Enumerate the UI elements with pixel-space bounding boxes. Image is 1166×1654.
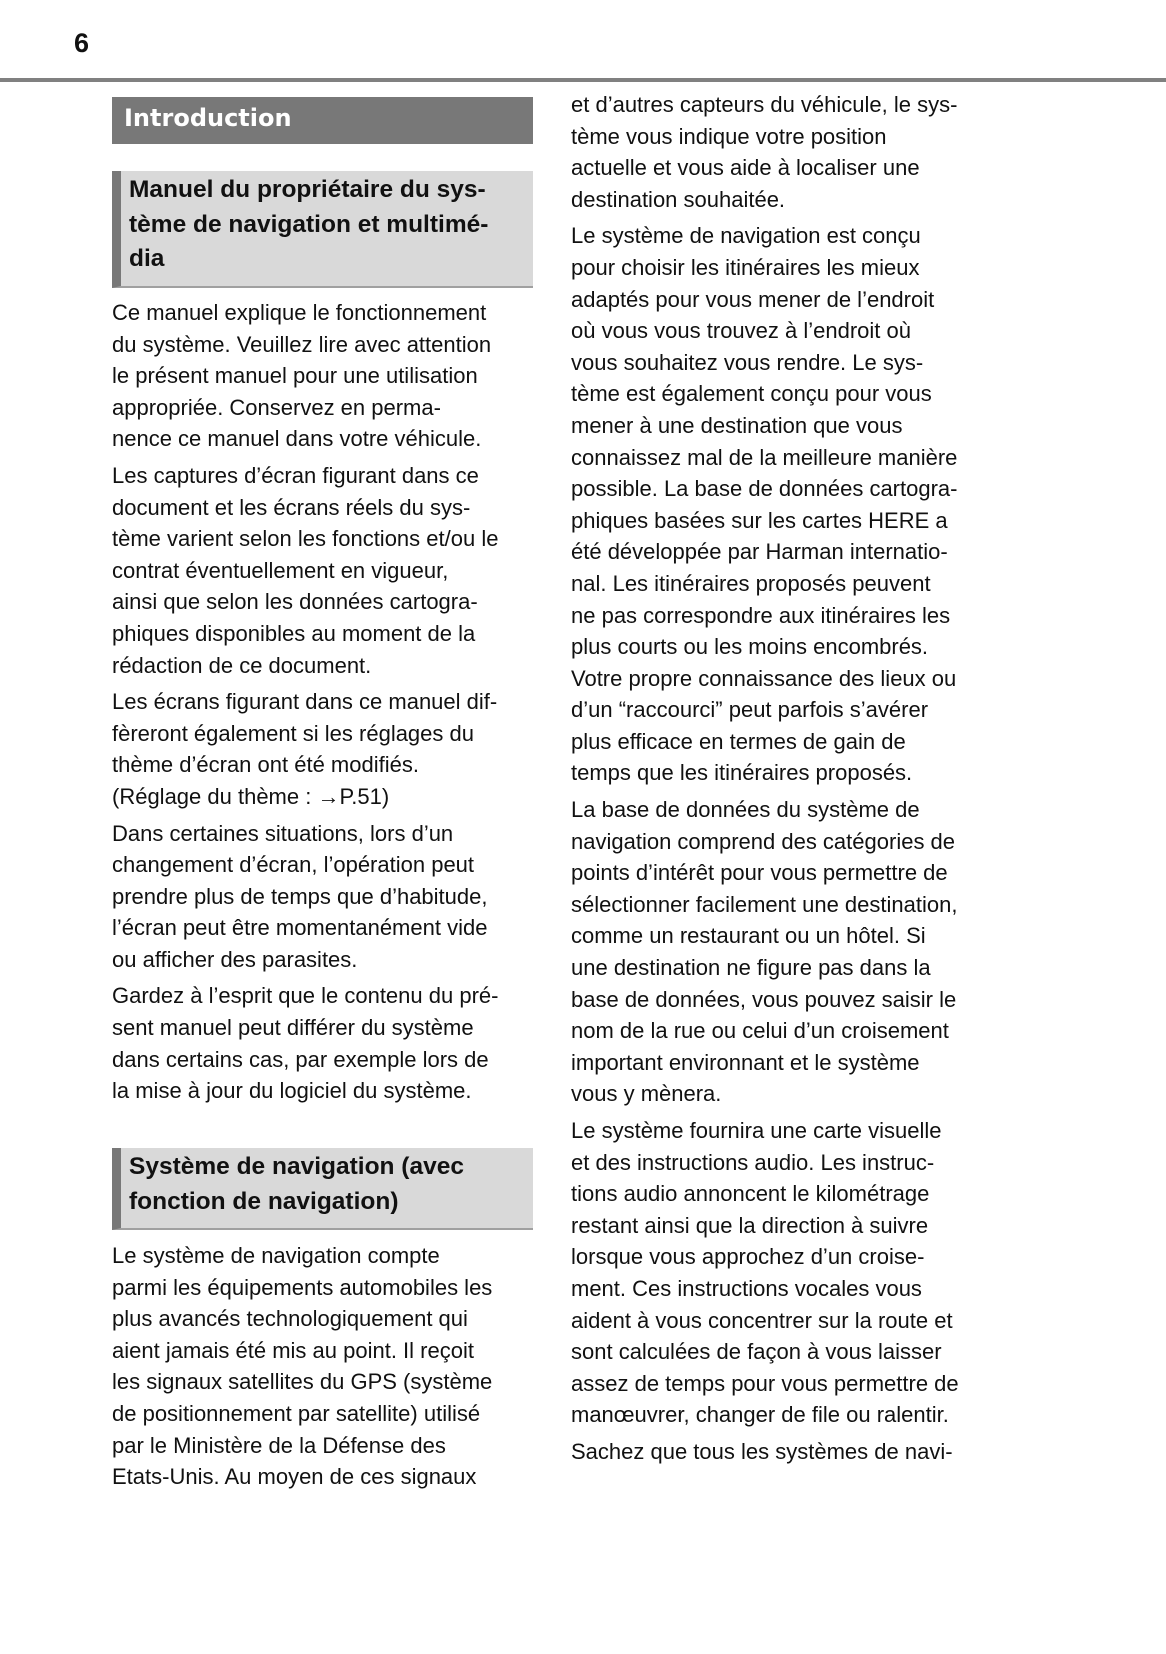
heading-line: Manuel du propriétaire du sys-: [129, 176, 486, 203]
text-line: nence ce manuel dans votre véhicule.: [112, 426, 482, 452]
text-line: navigation comprend des catégories de: [571, 828, 956, 854]
text-line: fèreront également si les réglages du: [112, 720, 474, 746]
text-line: ainsi que selon les données cartogra-: [112, 589, 478, 615]
text-line: thème d’écran ont été modifiés.: [112, 752, 419, 778]
text-line: points d’intérêt pour vous permettre de: [571, 860, 948, 886]
text-line: pour choisir les itinéraires les mieux: [571, 254, 920, 280]
text-line: Le système de navigation compte: [112, 1243, 440, 1268]
text-line: (Réglage du thème : →P.51): [112, 783, 390, 809]
text-line: parmi les équipements automobiles les: [112, 1274, 493, 1300]
text-line: connaissez mal de la meilleure manière: [571, 444, 958, 470]
text-line: où vous vous trouvez à l’endroit où: [571, 318, 911, 344]
text-line: et des instructions audio. Les instruc-: [571, 1149, 935, 1175]
text-line: mener à une destination que vous: [571, 412, 903, 438]
paragraph: [112, 1240, 542, 1493]
text-line: prendre plus de temps que d’habitude,: [112, 883, 488, 909]
text-line: par le Ministère de la Défense des: [112, 1432, 446, 1458]
text-line: sont calculées de façon à vous laisser: [571, 1339, 942, 1365]
text-line: l’écran peut être momentanément vide: [112, 915, 488, 941]
paragraph: [571, 89, 1001, 215]
text-line: Les captures d’écran figurant dans ce: [112, 462, 479, 488]
text-line: d’un “raccourci” peut parfois s’avérer: [571, 697, 929, 723]
text-line: été développée par Harman internatio-: [571, 539, 948, 565]
text-line: manœuvrer, changer de file ou ralentir.: [571, 1402, 949, 1428]
text-line: tème est également conçu pour vous: [571, 381, 932, 407]
paragraph: [571, 794, 1001, 1110]
text-line: les signaux satellites du GPS (système: [112, 1369, 493, 1395]
text-line: plus courts ou les moins encombrés.: [571, 634, 929, 660]
heading-owners-manual: [112, 171, 533, 288]
text-line: phiques disponibles au moment de la: [112, 620, 476, 646]
text-line: actuelle et vous aide à localiser une: [571, 155, 920, 181]
text-line: nom de la rue ou celui d’un croisement: [571, 1018, 949, 1044]
text-line: tème vous indique votre position: [571, 123, 887, 149]
text-line: adaptés pour vous mener de l’endroit: [571, 286, 935, 312]
text-line: Le système fournira une carte visuelle: [571, 1118, 942, 1143]
text-line: aident à vous concentrer sur la route et: [571, 1307, 953, 1333]
text-line: Etats-Unis. Au moyen de ces signaux: [112, 1464, 477, 1490]
text-line: rédaction de ce document.: [112, 652, 372, 678]
text-line: possible. La base de données cartogra-: [571, 476, 958, 502]
text-line: changement d’écran, l’opération peut: [112, 852, 475, 878]
text-line: et d’autres capteurs du véhicule, le sys-: [571, 92, 958, 117]
text-line: temps que les itinéraires proposés.: [571, 760, 913, 786]
text-line: base de données, vous pouvez saisir le: [571, 986, 957, 1012]
text-line: aient jamais été mis au point. Il reçoit: [112, 1337, 474, 1363]
text-line: sent manuel peut différer du système: [112, 1015, 474, 1041]
paragraph: [571, 1115, 1001, 1431]
paragraph: [571, 1436, 1001, 1468]
text-line: comme un restaurant ou un hôtel. Si: [571, 923, 926, 949]
header-rule: [0, 78, 1166, 82]
paragraph: [571, 220, 1001, 789]
text-line: plus avancés technologiquement qui: [112, 1306, 468, 1332]
text-line: ment. Ces instructions vocales vous: [571, 1275, 922, 1301]
text-line: lorsque vous approchez d’un croise-: [571, 1244, 925, 1270]
section-title-bar: Introduction: [112, 97, 533, 144]
text-line: vous y mènera.: [571, 1081, 722, 1107]
text-line: phiques basées sur les cartes HERE a: [571, 507, 948, 533]
text-line: important environnant et le système: [571, 1049, 920, 1075]
text-line: restant ainsi que la direction à suivre: [571, 1212, 929, 1238]
right-column-text: [571, 89, 1001, 1473]
text-line: Sachez que tous les systèmes de navi-: [571, 1438, 953, 1464]
text-line: une destination ne figure pas dans la: [571, 955, 931, 981]
text-line: nal. Les itinéraires proposés peuvent: [571, 570, 931, 596]
text-line: ne pas correspondre aux itinéraires les: [571, 602, 951, 628]
left-column-text-1: [112, 297, 542, 1112]
text-line: plus efficace en termes de gain de: [571, 728, 906, 754]
text-line: Ce manuel explique le fonctionnement: [112, 300, 487, 325]
text-line: dans certains cas, par exemple lors de: [112, 1046, 489, 1072]
text-line: destination souhaitée.: [571, 186, 786, 212]
text-line: Dans certaines situations, lors d’un: [112, 820, 454, 846]
text-line: de positionnement par satellite) utilisé: [112, 1400, 481, 1426]
text-line: La base de données du système de: [571, 797, 920, 823]
text-line: tème varient selon les fonctions et/ou le: [112, 526, 499, 552]
text-line: Votre propre connaissance des lieux ou: [571, 665, 957, 691]
text-line: vous souhaitez vous rendre. Le sys-: [571, 349, 924, 375]
heading-navigation-system: [112, 1148, 533, 1230]
heading-line: fonction de navigation): [129, 1187, 399, 1215]
text-line: appropriée. Conservez en perma-: [112, 394, 441, 420]
text-line: Le système de navigation est conçu: [571, 223, 921, 249]
left-column-text-2: [112, 1240, 542, 1498]
text-line: document et les écrans réels du sys-: [112, 494, 471, 520]
text-line: sélectionner facilement une destination,: [571, 891, 958, 917]
heading-line: Système de navigation (avec: [129, 1153, 464, 1180]
text-line: Gardez à l’esprit que le contenu du pré-: [112, 983, 499, 1009]
text-line: la mise à jour du logiciel du système.: [112, 1078, 472, 1104]
paragraph: [112, 686, 542, 812]
heading-line: tème de navigation et multimé-: [129, 210, 489, 238]
paragraph: [112, 980, 542, 1106]
paragraph: [112, 297, 542, 455]
text-line: Les écrans figurant dans ce manuel dif-: [112, 689, 498, 715]
text-line: contrat éventuellement en vigueur,: [112, 557, 449, 583]
text-line: le présent manuel pour une utilisation: [112, 363, 478, 389]
text-line: ou afficher des parasites.: [112, 946, 358, 972]
text-line: tions audio annoncent le kilométrage: [571, 1181, 930, 1207]
heading-line: dia: [129, 245, 165, 272]
text-line: du système. Veuillez lire avec attention: [112, 331, 492, 357]
paragraph: [112, 460, 542, 681]
page-number: 6: [74, 28, 90, 58]
text-line: assez de temps pour vous permettre de: [571, 1370, 959, 1396]
paragraph: [112, 818, 542, 976]
